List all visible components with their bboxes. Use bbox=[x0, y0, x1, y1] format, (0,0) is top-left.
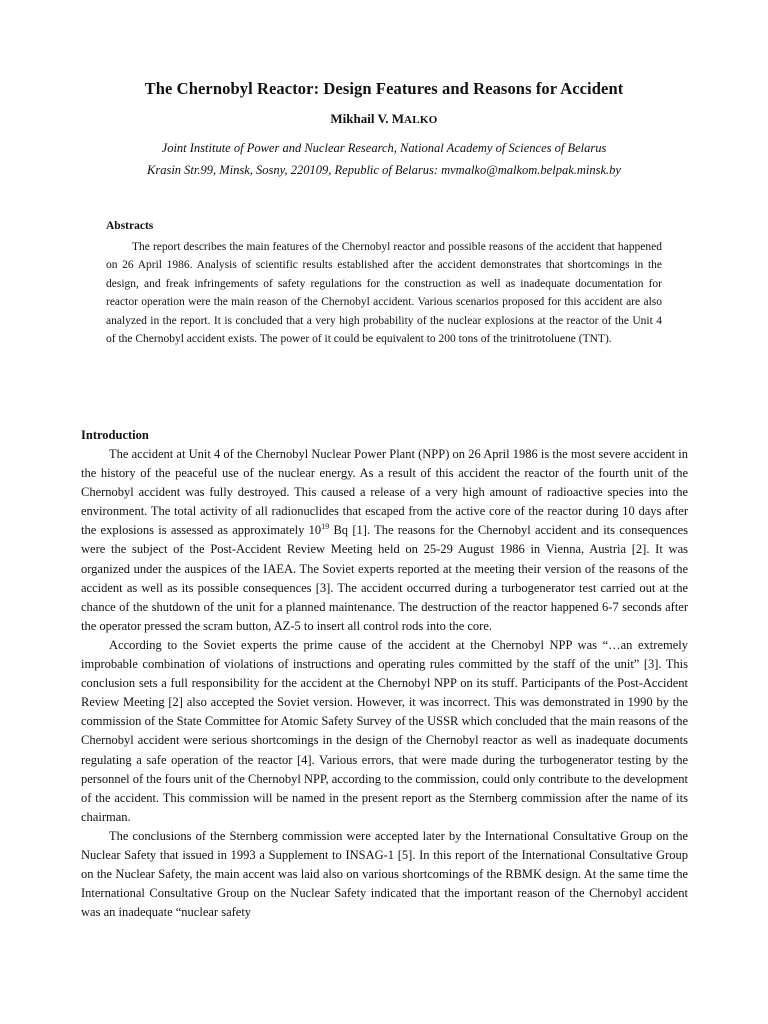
paragraph-1-part-2: Bq [1]. The reasons for the Chernobyl accident and its consequences were the subject of the Post-Accident Review Meeting held on 25-29 August 1986 in Vienna, Austria [2]. It was organized under the auspices of the IAEA. The Soviet experts reported at the meeting their version of the reasons of the accident as well as its possible consequences [3]. The accident occurred during a turbogenerator test carried out at the chance of the shutdown of the unit for a planned maintenance. The destruction of the reactor happened 6-7 seconds after the operator pressed the scram button, AZ-5 to insert all control rods into the core. bbox=[81, 523, 688, 633]
author-name bbox=[0, 111, 768, 127]
introduction-heading: Introduction bbox=[81, 428, 149, 442]
introduction-body bbox=[81, 445, 688, 922]
introduction-paragraph-3: The conclusions of the Sternberg commission were accepted later by the International Consultative Group on the Nuclear Safety that issued in 1993 a Supplement to INSAG-1 [5]. In this report of the International Consultative Group on the Nuclear Safety, the main accent was laid also on various shortcomings of the RBMK design. At the same time the International Consultative Group on the Nuclear Safety indicated that the important reason of the Chernobyl accident was an inadequate “nuclear safety bbox=[81, 828, 688, 920]
paragraph-1-part-1: The accident at Unit 4 of the Chernobyl Nuclear Power Plant (NPP) on 26 April 1986 is the most severe accident in the history of the peaceful use of the nuclear energy. As a result of this accident the reactor of the fourth unit of the Chernobyl accident was fully destroyed. This caused a release of a very high amount of radioactive species into the environment. The total activity of all radionuclides that escaped from the active core of the reactor during 10 days after the explosions is assessed as approximately 10 bbox=[81, 447, 688, 538]
affiliation-line-1: Joint Institute of Power and Nuclear Research, National Academy of Sciences of Belarus bbox=[161, 141, 607, 155]
abstract-text: The report describes the main features of the Chernobyl reactor and possible reasons of the accident that happened on 26 April 1986. Analysis of scientific results established after the accident demonstrates that shortcomings in the design, and freak infringements of safety regulations for the construction as well as inadequate documentation for reactor operation were the main reason of the Chernobyl accident. Various scenarios proposed for this accident are also analyzed in the report. It is concluded that a very high probability of the nuclear explosions at the reactor of the Unit 4 of the Chernobyl accident exists. The power of it could be equivalent to 200 tons of the trinitrotoluene (TNT). bbox=[106, 241, 662, 346]
author-name-first: Mikhail V. M bbox=[330, 111, 404, 126]
exponent-superscript: 19 bbox=[321, 522, 330, 532]
introduction-paragraph-2: According to the Soviet experts the prime cause of the accident at the Chernobyl NPP was “…an extremely improbable combination of violations of instructions and operating rules committed by the staff of the unit” [3]. This conclusion sets a full responsibility for the accident at the Chernobyl NPP on its stuff. Participants of the Post-Accident Review Meeting [2] also accepted the Soviet version. However, it was incorrect. This was demonstrated in 1990 by the commission of the State Committee for Atomic Safety Survey of the USSR which concluded that the main reasons of the Chernobyl accident were serious shortcomings in the design of the Chernobyl reactor as well as inadequate documents regulating a safe operation of the reactor [4]. Various errors, that were made during the turbogenerator testing by the personnel of the fours unit of the Chernobyl NPP, according to the commission, could only contribute to the development of the accident. This commission will be named in the present report as the Sternberg commission after the name of its chairman. bbox=[81, 637, 688, 824]
affiliation-line-2: Krasin Str.99, Minsk, Sosny, 220109, Republic of Belarus: mvmalko@malkom.belpak.minsk.by bbox=[147, 163, 621, 177]
author-name-smallcaps: ALKO bbox=[403, 114, 438, 126]
introduction-paragraph-1 bbox=[81, 445, 688, 636]
abstract-heading: Abstracts bbox=[106, 220, 154, 232]
paper-title: The Chernobyl Reactor: Design Features and Reasons for Accident bbox=[144, 79, 624, 98]
